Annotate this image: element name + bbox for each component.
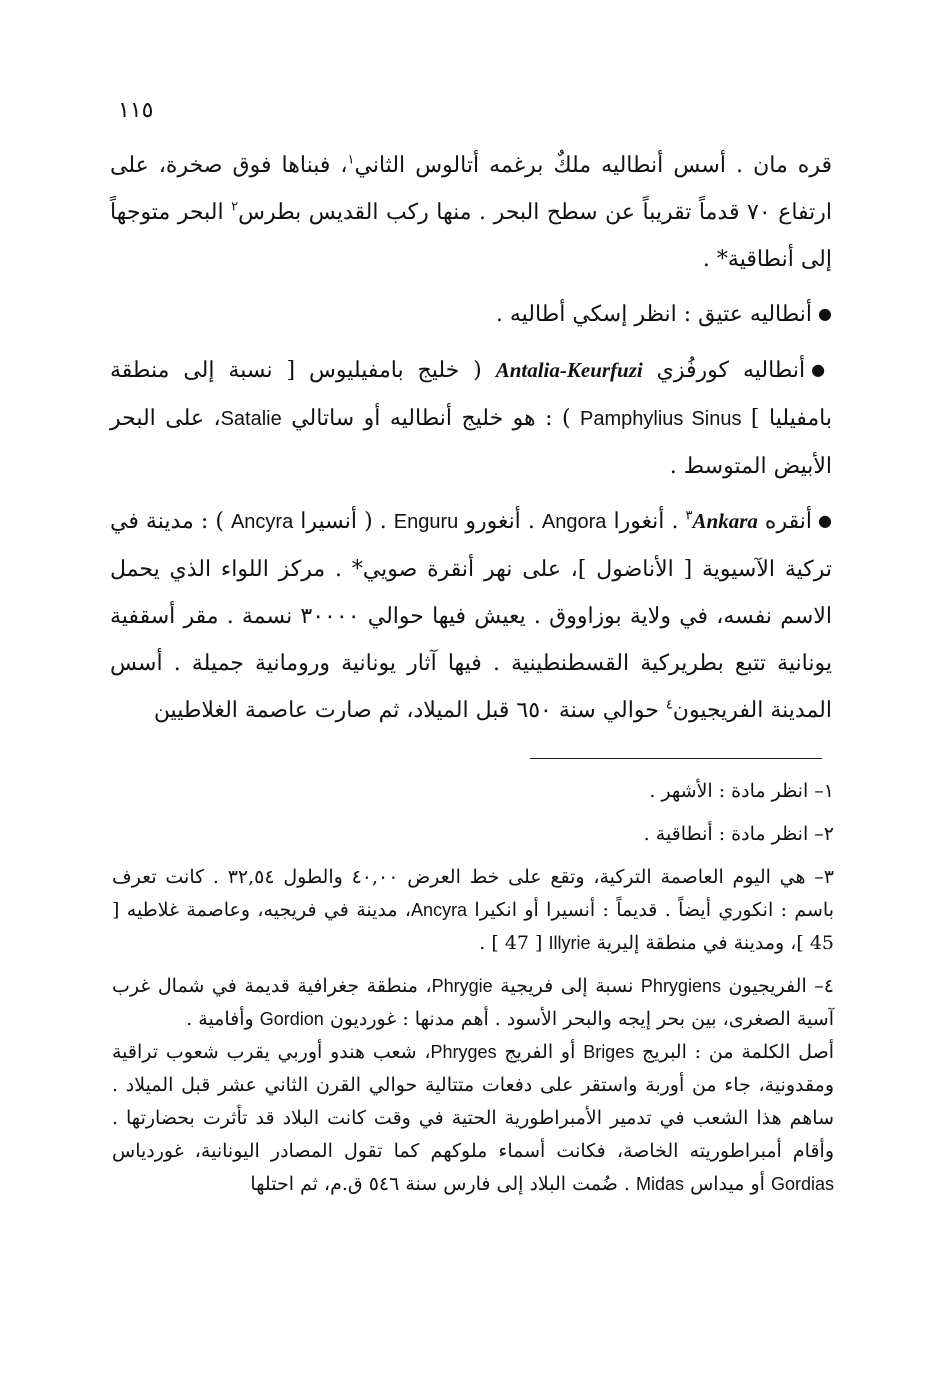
paragraph-antalya-continued — [110, 142, 832, 283]
footnote-ref-4: ٤ — [665, 697, 673, 713]
latin-term: Midas — [636, 1174, 685, 1194]
latin-term: Briges — [583, 1042, 635, 1062]
text-span: أو الفريج — [496, 1041, 584, 1063]
latin-term: Phrygie — [431, 976, 493, 996]
text-span: قره مان . أسس أنطاليه ملكٌ برغمه أتالوس الثاني — [354, 153, 832, 178]
latin-term: Enguru — [393, 511, 459, 533]
latin-term: Pamphylius Sinus — [580, 408, 742, 430]
footnote-divider — [530, 758, 822, 759]
latin-term: Gordias — [770, 1174, 834, 1194]
text-span: ، على البحر الأبيض المتوسط . — [110, 406, 832, 479]
entry-headword: أنطاليه كورفُزي — [642, 358, 806, 383]
text-span: نسبة إلى فريجية — [492, 975, 641, 997]
text-span: . ضُمت البلاد إلى فارس سنة ٥٤٦ ق.م، ثم احتلها — [250, 1173, 637, 1195]
text-span: ٤– الفريجيون — [720, 975, 834, 997]
text-span: وأفامية . — [186, 1008, 260, 1030]
footnote-2: ٢– انظر مادة : أنطاقية . — [643, 823, 834, 845]
text-span: البحر — [177, 200, 232, 225]
bullet-icon: ● — [818, 304, 832, 323]
entry-antalya-korfezi — [110, 347, 832, 490]
text-span: ٣– هي اليوم العاصمة التركية، وتقع على خط العرض ٤٠,٠٠ والطول ٣٢,٥٤ . كانت تعرف باسم : انكوري أيضاً . قديماً : أنسيرا أو انكيرا — [112, 866, 835, 921]
text-span: ، شعب هندو أوربي يقرب شعوب تراقية ومقدونية، جاء من أوربة واستقر على دفعات متتالية حوالي القرن الثاني عشر قبل الميلاد . ساهم هذا الشعب في تدمير الأمبراطورية الحتية في وقت كانت البلاد قد تأثرت بحضارتها . وأقام أمبراطوريته الخاصة، فكانت أسماء ملوكهم كما تقول المصادر اليونانية، غوردياس — [112, 1041, 834, 1162]
latin-term: Satalie — [220, 408, 282, 430]
entry-antalya-atik — [110, 291, 832, 339]
text-span: . ( أنسيرا — [293, 509, 394, 534]
bullet-icon: ● — [811, 360, 832, 379]
text-span: ( خليج بامفيليوس [ نسبة إلى منطقة بامفيليا ] — [110, 358, 832, 431]
text-span: متوجهاً إلى أنطاقية* . — [110, 200, 832, 272]
text-span: أو ميداس — [684, 1173, 771, 1195]
bullet-icon: ● — [817, 511, 832, 530]
latin-term: Ancyra — [411, 900, 468, 920]
latin-term: Antalia-Keurfuzi — [495, 358, 643, 382]
entry-text: أنطاليه عتيق : انظر إسكي أطاليه . — [495, 302, 813, 327]
footnote-4 — [112, 970, 834, 1036]
latin-term: Ankara — [692, 509, 758, 533]
footnotes — [112, 775, 834, 1201]
footnote-1: ١– انظر مادة : الأشهر . — [649, 780, 834, 802]
text-span: . أنغورو — [458, 509, 542, 534]
main-text — [110, 142, 832, 734]
text-span: ، مدينة في فريجيه، وعاصمة غلاطيه [ 45 ]، ومدينة في منطقة إليرية — [112, 899, 834, 954]
text-span: ) : هو خليج أنطاليه أو ساتالي — [281, 406, 581, 431]
latin-term: Phryges — [430, 1042, 497, 1062]
text-span: [ 47 ] . — [479, 932, 549, 954]
latin-term: Angora — [541, 511, 607, 533]
text-span: حوالي سنة ٦٥٠ قبل الميلاد، ثم صارت عاصمة الغلاطيين — [153, 698, 666, 723]
text-span: ، منطقة جغرافية قديمة في شمال غرب آسية الصغرى، بين بحر إيجه والبحر الأسود . أهم مدنها : غورديون — [112, 975, 834, 1030]
latin-term: Illyrie — [548, 933, 591, 953]
footnote-ref-3: ٣ — [685, 508, 693, 524]
latin-term: Phrygiens — [640, 976, 721, 996]
page-number: ١١٥ — [118, 98, 154, 123]
footnote-3 — [112, 861, 834, 960]
text-span: ارتفاع ٧٠ قدماً تقريباً عن سطح البحر . منها ركب القديس بطرس — [238, 200, 833, 225]
footnote-ref-2: ٢ — [231, 199, 239, 215]
text-span: ، فبناها فوق صخرة، على — [110, 153, 348, 178]
footnote-ref-1: ١ — [347, 152, 355, 168]
entry-headword: أنقره — [757, 509, 812, 534]
latin-term: Gordion — [259, 1009, 324, 1029]
footnote-4-continued — [112, 1036, 834, 1201]
text-span: أصل الكلمة من : البريج — [634, 1041, 834, 1063]
text-span: . أنغورا — [606, 509, 686, 534]
latin-term: Ancyra — [230, 511, 294, 533]
entry-ankara — [110, 498, 832, 734]
text-span: ) : مدينة في تركية الآسيوية [ الأناضول ]، على نهر أنقرة صويي* . مركز اللواء الذي يحمل الاسم نفسه، في ولاية بوزاووق . يعيش فيها حوالي ٣٠٠٠٠ نسمة . مقر أسقفية يونانية تتبع بطريركية القسطنطينية . فيها آثار يونانية ورومانية جميلة . أسس المدينة الفريجيون — [110, 509, 832, 723]
